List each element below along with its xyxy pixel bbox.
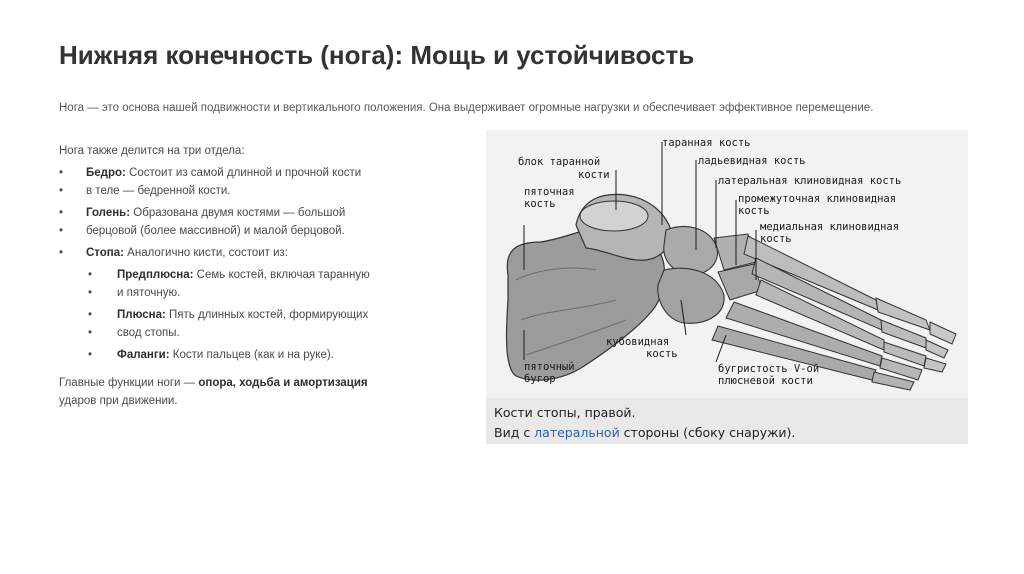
label-calcaneus-2: кость: [524, 198, 556, 210]
phalanges-text: Кости пальцев (как и на руке).: [169, 349, 334, 361]
sublist-item-tarsus-cont: [59, 284, 429, 302]
label-talus-block: блок таранной: [518, 156, 601, 168]
bullet-icon: •: [59, 247, 64, 259]
caption-highlight: латеральной: [534, 425, 620, 440]
list-item-foot: [59, 244, 429, 262]
label-tuberosity-2: плюсневой кости: [718, 375, 813, 387]
bullet-icon: •: [88, 349, 93, 361]
list-item-thigh-cont: [59, 182, 429, 200]
figure-caption-line-2: [494, 425, 795, 440]
sublist-item-metatarsus-cont: [59, 324, 429, 342]
metatarsus-text: Пять длинных костей, формирующих: [165, 309, 369, 321]
list-item-shin-cont: [59, 222, 429, 240]
tarsus-text-2: и пяточную.: [117, 287, 181, 299]
intro-text: Нога — это основа нашей подвижности и вертикального положения. Она выдерживает огромные нагрузки и обеспечивает эффективное перемещение.: [59, 102, 874, 114]
metatarsus-text-2: свод стопы.: [117, 327, 180, 339]
tarsus-label: Предплюсна:: [117, 269, 194, 281]
sublist-item-tarsus: [59, 266, 429, 284]
shin-label: Голень:: [86, 207, 131, 219]
bullet-icon: •: [88, 309, 93, 321]
bullet-icon: •: [88, 287, 93, 299]
foot-bones-diagram: [486, 130, 968, 398]
label-intermediate-cuneiform-2: кость: [738, 205, 770, 217]
label-cuboid: кубовидная: [606, 336, 670, 348]
foot-text: Аналогично кисти, состоит из:: [123, 247, 289, 259]
label-talus: таранная кость: [662, 137, 751, 149]
label-medial-cuneiform-2: кость: [760, 233, 792, 245]
shin-text-2: берцовой (более массивной) и малой берцовой.: [86, 225, 345, 237]
functions-text-2: ударов при движении.: [59, 395, 178, 407]
bullet-icon: •: [88, 269, 93, 281]
label-medial-cuneiform: медиальная клиновидная: [760, 221, 900, 233]
label-tuberosity: бугристость V-ой: [718, 363, 820, 375]
list-item-thigh: [59, 164, 429, 182]
functions-bold: опора, ходьба и амортизация: [198, 377, 368, 389]
label-calcaneus: пяточная: [524, 186, 575, 198]
content-list: [59, 142, 429, 410]
thigh-text-2: в теле — бедренной кости.: [86, 185, 231, 197]
bullet-icon: •: [59, 185, 64, 197]
list-item-shin: [59, 204, 429, 222]
shin-text: Образована двумя костями — большой: [130, 207, 346, 219]
bullet-icon: •: [59, 207, 64, 219]
bullet-icon: •: [59, 225, 64, 237]
sections-intro: Нога также делится на три отдела:: [59, 145, 245, 157]
foot-bones-figure: [486, 130, 968, 444]
label-cuboid-2: кость: [646, 348, 678, 360]
label-intermediate-cuneiform: промежуточная клиновидная: [738, 193, 897, 205]
tarsus-text: Семь костей, включая таранную: [193, 269, 370, 281]
caption-post: стороны (сбоку снаружи).: [619, 425, 796, 440]
functions-pre: Главные функции ноги —: [59, 377, 199, 389]
metatarsus-label: Плюсна:: [117, 309, 166, 321]
label-lateral-cuneiform: латеральная клиновидная кость: [718, 175, 902, 187]
foot-label: Стопа:: [86, 247, 124, 259]
label-calcaneal-tuber-2: бугор: [524, 373, 556, 385]
functions-text: [59, 374, 429, 392]
bullet-icon: •: [59, 167, 64, 179]
figure-caption-line-1: Кости стопы, правой.: [494, 405, 636, 420]
sublist-item-metatarsus: [59, 306, 429, 324]
thigh-text: Состоит из самой длинной и прочной кости: [125, 167, 362, 179]
slide-title: Нижняя конечность (нога): Мощь и устойчивость: [59, 40, 695, 70]
bullet-icon: •: [88, 327, 93, 339]
label-calcaneal-tuber: пяточный: [524, 361, 575, 373]
caption-pre: Вид с: [494, 425, 535, 440]
sublist-item-phalanges: [59, 346, 429, 364]
phalanges-label: Фаланги:: [117, 349, 170, 361]
thigh-label: Бедро:: [86, 167, 126, 179]
label-talus-block-2: кости: [578, 169, 610, 181]
label-navicular: ладьевидная кость: [698, 155, 806, 167]
